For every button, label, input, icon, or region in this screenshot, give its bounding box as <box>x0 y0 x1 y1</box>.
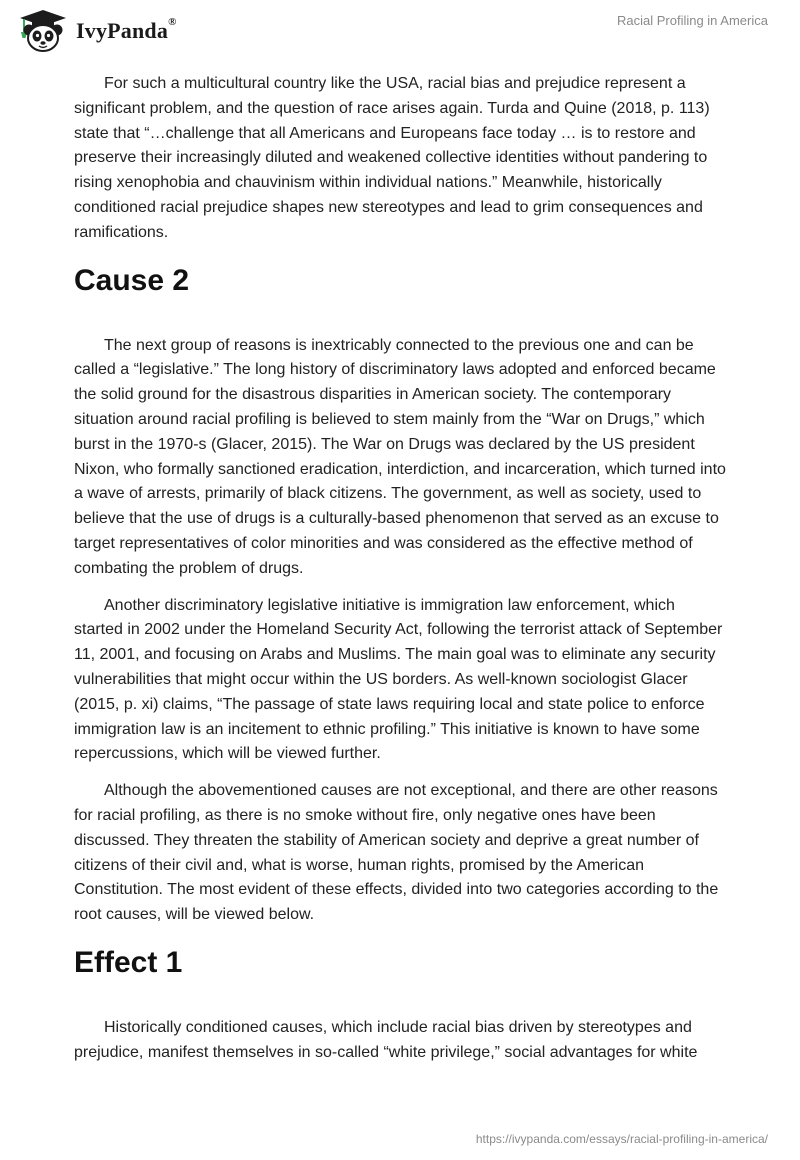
paragraph: Historically conditioned causes, which include racial bias driven by stereotypes and prejudice, manifest themselves in so-called “white privilege,” social advantages for white <box>74 1018 698 1061</box>
section-heading-cause-2: Cause 2 <box>74 263 190 297</box>
page-header <box>0 0 800 70</box>
section-heading-effect-1: Effect 1 <box>74 945 183 979</box>
logo[interactable] <box>16 8 177 52</box>
document-title: Racial Profiling in America <box>616 13 768 28</box>
paragraph: Although the abovementioned causes are not exceptional, and there are other reasons for racial profiling, as there is no smoke without fire, only negative ones have been discussed. They threaten the stability of American society and deprive a great number of citizens of their civil and, what is worse, human rights, promised by the American Constitution. The most evident of these effects, divided into two categories according to the root causes, will be viewed below. <box>74 782 719 924</box>
panda-graduation-icon <box>16 8 70 52</box>
paragraph: The next group of reasons is inextricably connected to the previous one and can be called a “legislative.” The long history of discriminatory laws adopted and enforced became the solid ground for the disastrous disparities in American society. The contemporary situation around racial profiling is believed to stem mainly from the “War on Drugs,” which burst in the 1970-s (Glacer, 2015). The War on Drugs was declared by the US president Nixon, who formally sanctioned eradication, interdiction, and incarceration, which turned into a wave of arrests, primarily of black citizens. The government, as well as society, used to believe that the use of drugs is a culturally-based phenomenon that served as an excuse to target representatives of color minorities and was considered as the effective method of combating the problem of drugs. <box>74 336 726 577</box>
source-url[interactable]: https://ivypanda.com/essays/racial-profiling-in-america/ <box>475 1132 768 1146</box>
essay-body <box>74 72 726 1078</box>
paragraph: Another discriminatory legislative initiative is immigration law enforcement, which started in 2002 under the Homeland Security Act, following the terrorist attack of September 11, 2001, and focusing on Arabs and Muslims. The main goal was to eliminate any security vulnerabilities that might occur within the US borders. As well-known sociologist Glacer (2015, p. xi) claims, “The passage of state laws requiring local and state police to enforce immigration law is an incitement to ethnic profiling.” This initiative is known to have some repercussions, which will be viewed further. <box>74 596 723 763</box>
brand-name: IvyPanda® <box>76 16 177 43</box>
paragraph: For such a multicultural country like the USA, racial bias and prejudice represent a significant problem, and the question of race arises again. Turda and Quine (2018, p. 113) state that “…challenge that all Americans and Europeans face today … is to restore and preserve their increasingly diluted and weakened collective identities without pandering to rising xenophobia and chauvinism within individual nations.” Meanwhile, historically conditioned racial prejudice shapes new stereotypes and lead to grim consequences and ramifications. <box>74 75 710 241</box>
